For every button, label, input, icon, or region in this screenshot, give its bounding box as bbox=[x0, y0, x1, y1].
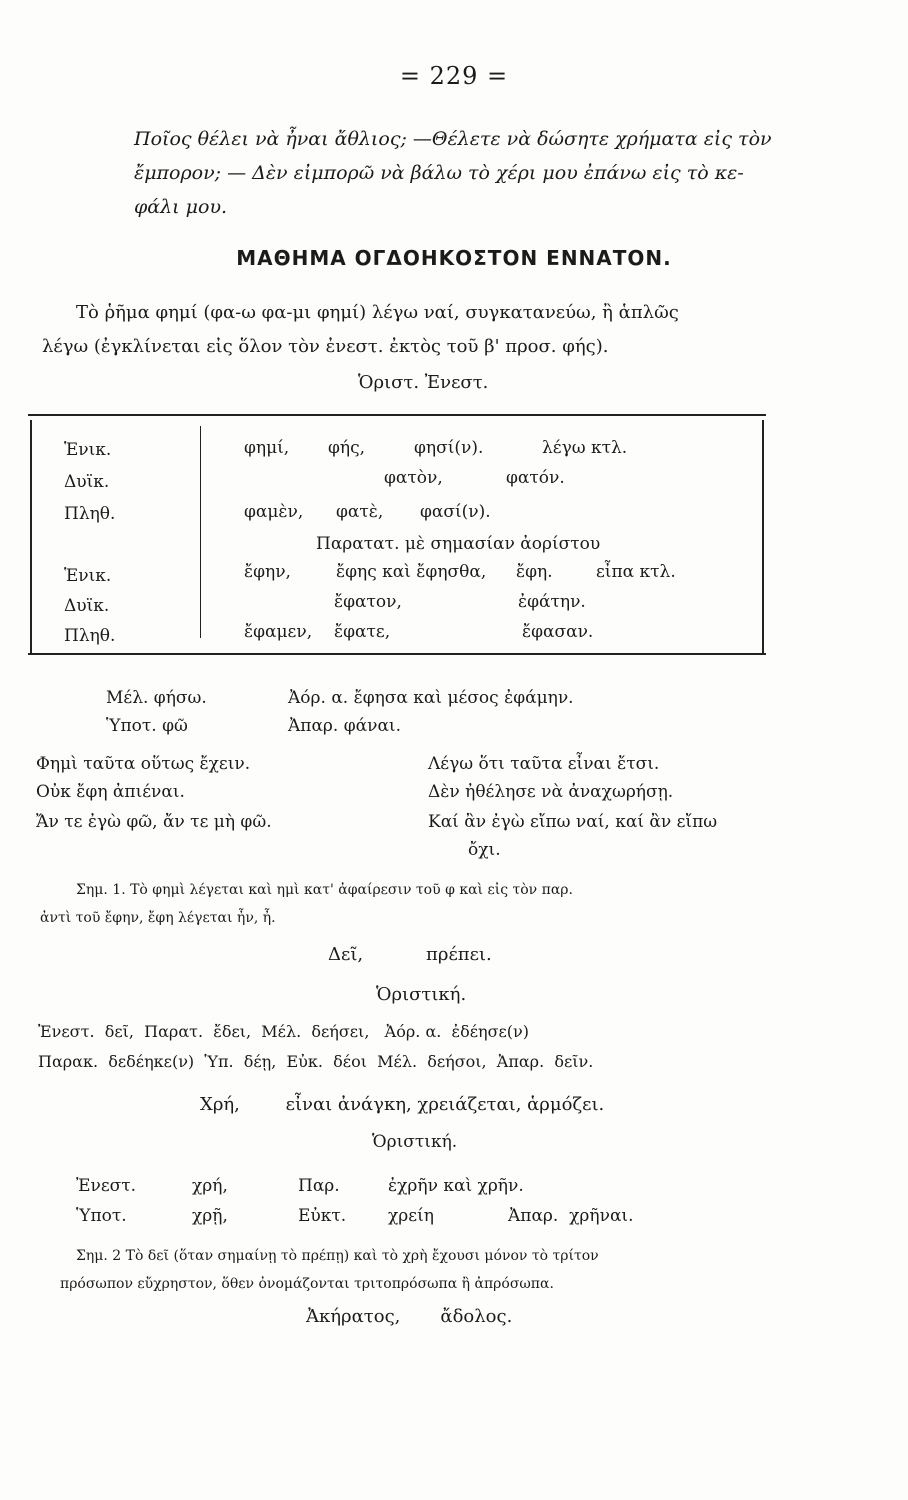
form-line: Ὑποτ. φῶ bbox=[106, 716, 188, 736]
table-subheading: Παρατατ. μὲ σημασίαν ἀορίστου bbox=[316, 534, 601, 554]
form-cell: φατόν. bbox=[506, 468, 565, 488]
chri-form: ἐχρῆν καὶ χρῆν. bbox=[388, 1176, 524, 1196]
intro-line-1: Τὸ ῥῆμα φημί (φα-ω φα-μι φημί) λέγω ναί, συγκατανεύω, ἢ ἁπλῶς bbox=[76, 302, 679, 323]
form-cell: ἔφη. bbox=[516, 562, 553, 582]
table-heading: Ὁριστ. Ἐνεστ. bbox=[358, 372, 489, 393]
table-left-rule bbox=[30, 420, 32, 654]
dialogue-line-2: ἔμπορον; — Δὲν εἰμπορῶ νὰ βάλω τὸ χέρι μου ἐπάνω εἰς τὸ κε- bbox=[134, 162, 744, 184]
example-translation: Δὲν ἠθέλησε νὰ ἀναχωρήσῃ. bbox=[428, 782, 674, 802]
note-1-line-2: ἀντὶ τοῦ ἔφην, ἔφη λέγεται ἦν, ἦ. bbox=[40, 910, 276, 926]
chri-form: χρῇ, bbox=[192, 1206, 228, 1226]
form-cell: εἶπα κτλ. bbox=[596, 562, 676, 582]
intro-line-2: λέγω (ἐγκλίνεται εἰς ὅλον τὸν ἐνεστ. ἐκτὸς τοῦ β' προσ. φής). bbox=[42, 336, 609, 357]
example-translation: Καί ἂν ἐγὼ εἴπω ναί, καί ἂν εἴπω bbox=[428, 812, 718, 832]
form-line: Ἀόρ. α. ἔφησα καὶ μέσος ἐφάμην. bbox=[288, 688, 574, 708]
form-cell: φατὲ, bbox=[336, 502, 384, 522]
chri-form: χρείη bbox=[388, 1206, 434, 1226]
form-cell: φασί(ν). bbox=[420, 502, 491, 522]
oristiki-heading: Ὁριστική. bbox=[372, 1132, 458, 1152]
example-translation: ὄχι. bbox=[468, 840, 501, 860]
row-label: Δυϊκ. bbox=[64, 472, 110, 492]
row-label: Πληθ. bbox=[64, 626, 116, 646]
example-greek: Ἄν τε ἐγὼ φῶ, ἄν τε μὴ φῶ. bbox=[36, 812, 272, 832]
vocabulary-line: Ἀκήρατος, ἄδολος. bbox=[306, 1306, 513, 1327]
dei-heading: Δεῖ, πρέπει. bbox=[328, 944, 492, 965]
form-cell: ἔφης καὶ ἔφησθα, bbox=[336, 562, 487, 582]
form-cell: λέγω κτλ. bbox=[542, 438, 628, 458]
oristiki-heading: Ὁριστική. bbox=[376, 984, 467, 1005]
row-label: Ἑνικ. bbox=[64, 566, 112, 586]
table-right-rule bbox=[762, 420, 764, 654]
row-label: Ἑνικ. bbox=[64, 440, 112, 460]
dialogue-line-1: Ποῖος θέλει νὰ ἦναι ἄθλιος; —Θέλετε νὰ δώσητε χρήματα εἰς τὸν bbox=[134, 128, 772, 150]
chri-heading: Χρή, εἶναι ἀνάγκη, χρειάζεται, ἁρμόζει. bbox=[200, 1094, 605, 1115]
form-cell: φής, bbox=[328, 438, 366, 458]
chri-form: χρή, bbox=[192, 1176, 228, 1196]
chri-form: Ὑποτ. bbox=[76, 1206, 127, 1226]
table-mid-rule bbox=[200, 426, 201, 638]
form-cell: φησί(ν). bbox=[414, 438, 484, 458]
form-line: Ἀπαρ. φάναι. bbox=[288, 716, 401, 736]
form-cell: ἔφατον, bbox=[334, 592, 402, 612]
dialogue-line-3: φάλι μου. bbox=[134, 196, 228, 218]
form-cell: ἔφαμεν, bbox=[244, 622, 313, 642]
note-2-line-1: Σημ. 2 Τὸ δεῖ (ὅταν σημαίνῃ τὸ πρέπῃ) καὶ τὸ χρὴ ἔχουσι μόνον τὸ τρίτον bbox=[76, 1248, 599, 1264]
dei-row-2: Παρακ. δεδέηκε(ν) Ὑπ. δέῃ, Εὐκ. δέοι Μέλ. δεήσοι, Ἀπαρ. δεῖν. bbox=[38, 1052, 594, 1071]
example-translation: Λέγω ὅτι ταῦτα εἶναι ἔτσι. bbox=[428, 754, 660, 774]
dei-row-1: Ἐνεστ. δεῖ, Παρατ. ἔδει, Μέλ. δεήσει, Ἀόρ. α. ἐδέησε(ν) bbox=[38, 1022, 530, 1041]
form-cell: φημί, bbox=[244, 438, 290, 458]
table-bottom-rule bbox=[28, 653, 766, 655]
lesson-title: ΜΑΘΗΜΑ ΟΓΔΟΗΚΟΣΤΟΝ ΕΝΝΑΤΟΝ. bbox=[236, 246, 672, 270]
example-greek: Οὐκ ἔφη ἀπιέναι. bbox=[36, 782, 185, 802]
note-1-line-1: Σημ. 1. Τὸ φημὶ λέγεται καὶ ημὶ κατ' ἀφαίρεσιν τοῦ φ καὶ εἰς τὸν παρ. bbox=[76, 882, 573, 898]
chri-form: Ἀπαρ. χρῆναι. bbox=[508, 1206, 634, 1226]
form-cell: ἔφην, bbox=[244, 562, 291, 582]
form-cell: ἐφάτην. bbox=[518, 592, 586, 612]
chri-form: Εὐκτ. bbox=[298, 1206, 347, 1226]
page-number: = 229 = bbox=[399, 62, 509, 90]
row-label: Δυϊκ. bbox=[64, 596, 110, 616]
chri-form: Ἐνεστ. bbox=[76, 1176, 137, 1196]
form-cell: ἔφασαν. bbox=[522, 622, 594, 642]
row-label: Πληθ. bbox=[64, 504, 116, 524]
chri-form: Παρ. bbox=[298, 1176, 340, 1196]
form-cell: φατὸν, bbox=[384, 468, 443, 488]
form-cell: ἔφατε, bbox=[334, 622, 391, 642]
form-line: Μέλ. φήσω. bbox=[106, 688, 207, 708]
table-top-rule bbox=[28, 414, 766, 416]
note-2-line-2: πρόσωπον εὔχρηστον, ὅθεν ὀνομάζονται τριτοπρόσωπα ἢ ἀπρόσωπα. bbox=[60, 1276, 554, 1292]
form-cell: φαμὲν, bbox=[244, 502, 304, 522]
example-greek: Φημὶ ταῦτα οὕτως ἔχειν. bbox=[36, 754, 251, 774]
